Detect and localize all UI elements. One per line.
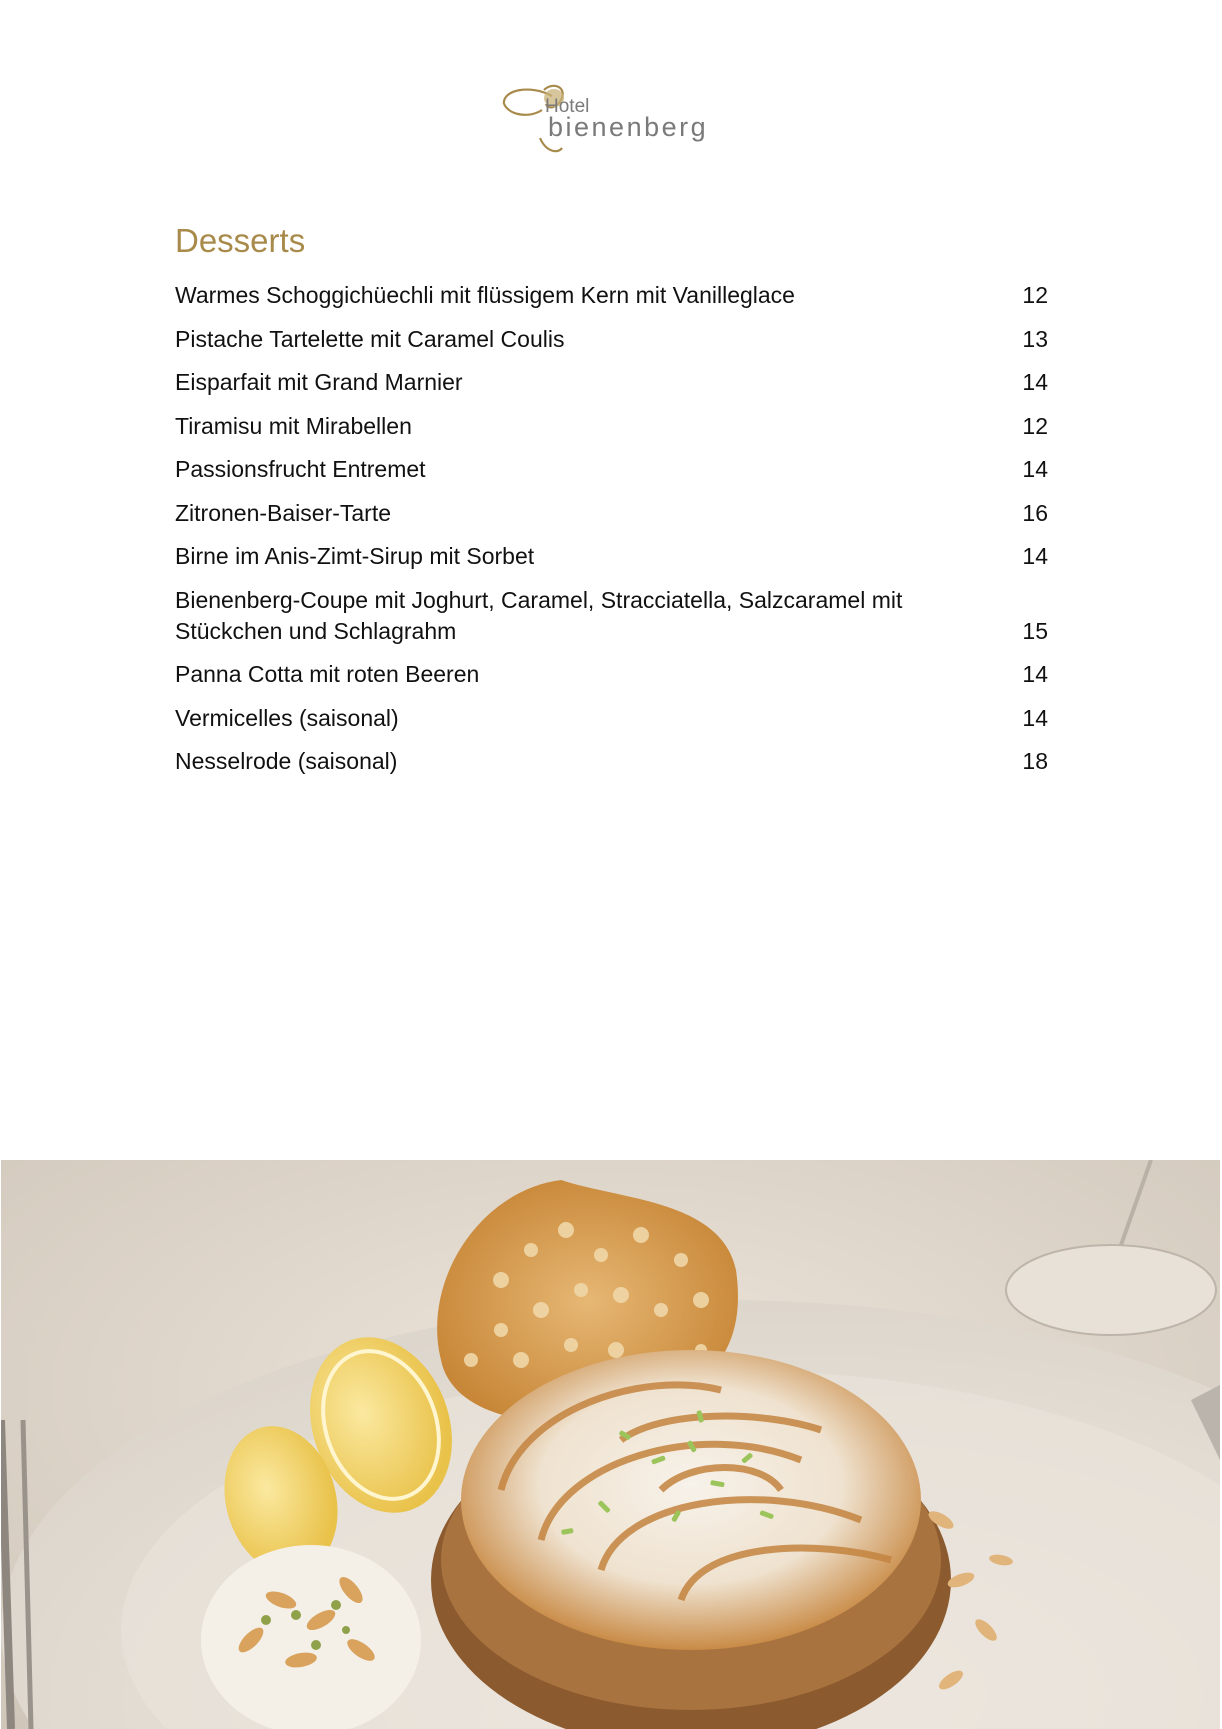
menu-item xyxy=(175,324,1048,355)
dish-name: Eisparfait mit Grand Marnier xyxy=(175,369,463,395)
menu-item xyxy=(175,498,1048,529)
dish-name: Nesselrode (saisonal) xyxy=(175,748,398,774)
dish-name: Passionsfrucht Entremet xyxy=(175,456,426,482)
menu-item xyxy=(175,585,1048,647)
dish-name: Vermicelles (saisonal) xyxy=(175,704,399,731)
menu-item xyxy=(175,454,1048,485)
dish-price: 15 xyxy=(1022,617,1048,644)
logo-name-text: bienenberg xyxy=(548,112,709,142)
hotel-logo xyxy=(500,82,730,156)
menu-item xyxy=(175,411,1048,442)
menu-item xyxy=(175,703,1048,734)
dish-price: 14 xyxy=(1022,704,1048,731)
dessert-menu-list xyxy=(175,280,1048,790)
dish-price: 16 xyxy=(1022,499,1048,526)
menu-item xyxy=(175,280,1048,311)
menu-item xyxy=(175,659,1048,690)
dish-price: 18 xyxy=(1022,748,1048,774)
dish-name: Pistache Tartelette mit Caramel Coulis xyxy=(175,325,565,352)
menu-item xyxy=(175,541,1048,572)
dish-name: Panna Cotta mit roten Beeren xyxy=(175,661,480,687)
menu-item xyxy=(175,746,1048,777)
lemon-meringue-tart-image xyxy=(1,1160,1220,1729)
dish-price: 12 xyxy=(1022,282,1048,308)
dish-price: 14 xyxy=(1022,543,1048,569)
dessert-photo xyxy=(1,1160,1220,1729)
dish-name: Zitronen-Baiser-Tarte xyxy=(175,499,392,526)
section-title: Desserts xyxy=(175,222,306,259)
dish-price: 12 xyxy=(1022,412,1048,439)
dish-price: 14 xyxy=(1022,661,1048,687)
dish-name: Bienenberg-Coupe mit Joghurt, Caramel, Stracciatella, Salzcaramel mit Stückchen und Schlagrahm xyxy=(175,586,903,644)
menu-item xyxy=(175,367,1048,398)
dish-price: 13 xyxy=(1022,325,1048,352)
dish-price: 14 xyxy=(1022,456,1048,482)
dish-name: Tiramisu mit Mirabellen xyxy=(175,412,412,439)
dish-name: Birne im Anis-Zimt-Sirup mit Sorbet xyxy=(175,543,535,569)
logo-hotel-text: Hotel xyxy=(545,96,590,117)
dish-price: 14 xyxy=(1022,369,1048,395)
dish-name: Warmes Schoggichüechli mit flüssigem Kern mit Vanilleglace xyxy=(175,282,795,308)
